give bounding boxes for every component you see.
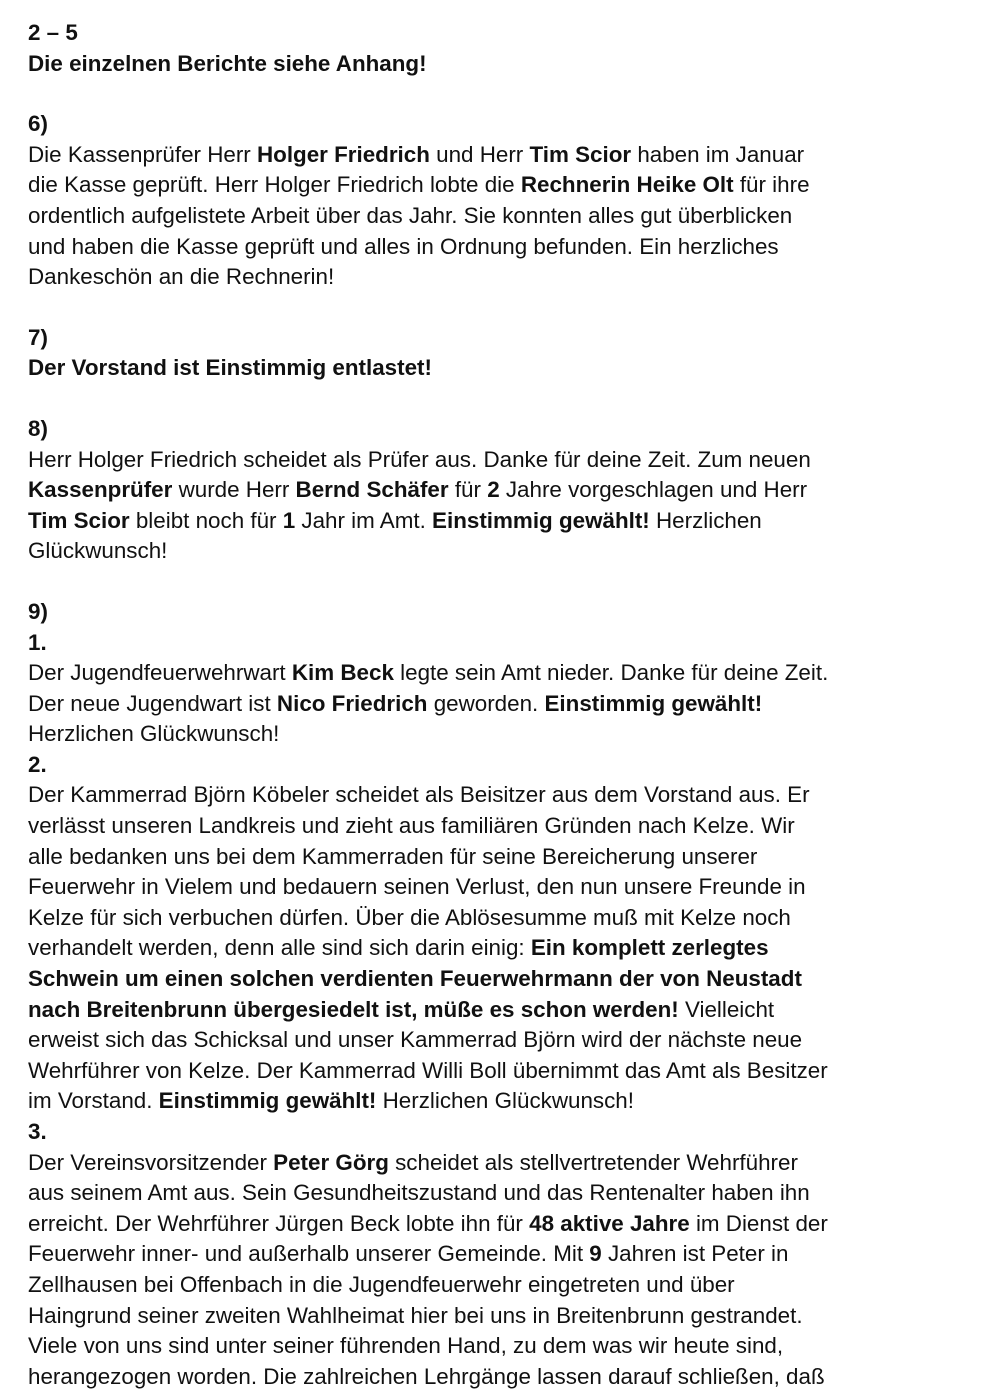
section-heading-2-5: 2 – 5 [28,20,78,45]
subsection-9-2-line: Wehrführer von Kelze. Der Kammerrad Willi Boll übernimmt das Amt als Besitzer [28,1057,828,1083]
subsection-9-3-line: Haingrund seiner zweiten Wahlheimat hier bei uns in Breitenbrunn gestrandet. [28,1302,803,1328]
subsection-9-3-line: Viele von uns sind unter seiner führenden Hand, zu dem was wir heute sind, [28,1333,784,1359]
subsection-9-2-line: Der Kammerrad Björn Köbeler scheidet als Beisitzer aus dem Vorstand aus. Er [28,782,810,808]
section-6-line: Die Kassenprüfer Herr Holger Friedrich und Herr Tim Scior haben im Januar [28,141,805,167]
section-8-line: Kassenprüfer wurde Herr Bernd Schäfer für 2 Jahre vorgeschlagen und Herr [28,477,808,503]
section-8-line: Herr Holger Friedrich scheidet als Prüfer aus. Danke für deine Zeit. Zum neuen [28,446,811,472]
section-6-number: 6) [28,111,48,137]
subsection-9-3-line: herangezogen worden. Die zahlreichen Lehrgänge lassen darauf schließen, daß [28,1363,825,1389]
subsection-9-3-line: Der Vereinsvorsitzender Peter Görg scheidet als stellvertretender Wehrführer [28,1149,798,1175]
section-9-number: 9) [28,598,48,624]
section-6-line: ordentlich aufgelistete Arbeit über das Jahr. Sie konnten alles gut überblicken [28,202,793,228]
section-6-line: die Kasse geprüft. Herr Holger Friedrich lobte die Rechnerin Heike Olt für ihre [28,172,810,198]
subsection-9-1-number: 1. [28,629,47,655]
section-8-line: Tim Scior bleibt noch für 1 Jahr im Amt. Einstimmig gewählt! Herzlichen [28,507,762,533]
subsection-9-3-number: 3. [28,1119,47,1144]
subsection-9-2-line: verhandelt werden, denn alle sind sich darin einig: Ein komplett zerlegtes [28,935,769,961]
subsection-9-2-line: Feuerwehr in Vielem und bedauern seinen Verlust, den nun unsere Freunde in [28,874,806,900]
section-6-line: Dankeschön an die Rechnerin! [28,264,335,290]
section-7-number: 7) [28,324,48,350]
section-6-line: und haben die Kasse geprüft und alles in Ordnung befunden. Ein herzliches [28,233,779,259]
subsection-9-2-line: Schwein um einen solchen verdienten Feuerwehrmann der von Neustadt [28,966,802,992]
section-8-number: 8) [28,415,48,441]
subsection-9-2-line: erweist sich das Schicksal und unser Kammerrad Björn wird der nächste neue [28,1027,803,1053]
subsection-9-1-line: Herzlichen Glückwunsch! [28,721,280,747]
subsection-9-1-line: Der Jugendfeuerwehrwart Kim Beck legte sein Amt nieder. Danke für deine Zeit. [28,660,829,686]
subsection-9-3-line: erreicht. Der Wehrführer Jürgen Beck lobte ihn für 48 aktive Jahre im Dienst der [28,1210,828,1236]
subsection-9-2-line: Kelze für sich verbuchen dürfen. Über die Ablösesumme muß mit Kelze noch [28,904,791,930]
subsection-9-3-line: aus seinem Amt aus. Sein Gesundheitszustand und das Rentenalter haben ihn [28,1180,810,1206]
section-7-text: Der Vorstand ist Einstimmig entlastet! [28,355,432,381]
subsection-9-3-line: Feuerwehr inner- und außerhalb unserer Gemeinde. Mit 9 Jahren ist Peter in [28,1241,789,1267]
subsection-9-2-line: im Vorstand. Einstimmig gewählt! Herzlichen Glückwunsch! [28,1088,634,1114]
subsection-9-3-line: Zellhausen bei Offenbach in die Jugendfeuerwehr eingetreten und über [28,1271,735,1297]
subsection-9-2-line: nach Breitenbrunn übergesiedelt ist, müße es schon werden! Vielleicht [28,996,775,1022]
anhang-note: Die einzelnen Berichte siehe Anhang! [28,50,427,76]
subsection-9-2-number: 2. [28,751,47,777]
subsection-9-2-line: alle bedanken uns bei dem Kammerraden für seine Bereicherung unserer [28,843,758,869]
subsection-9-2-line: verlässt unseren Landkreis und zieht aus familiären Gründen nach Kelze. Wir [28,813,795,839]
section-8-line: Glückwunsch! [28,538,168,564]
subsection-9-1-line: Der neue Jugendwart ist Nico Friedrich geworden. Einstimmig gewählt! [28,690,763,716]
